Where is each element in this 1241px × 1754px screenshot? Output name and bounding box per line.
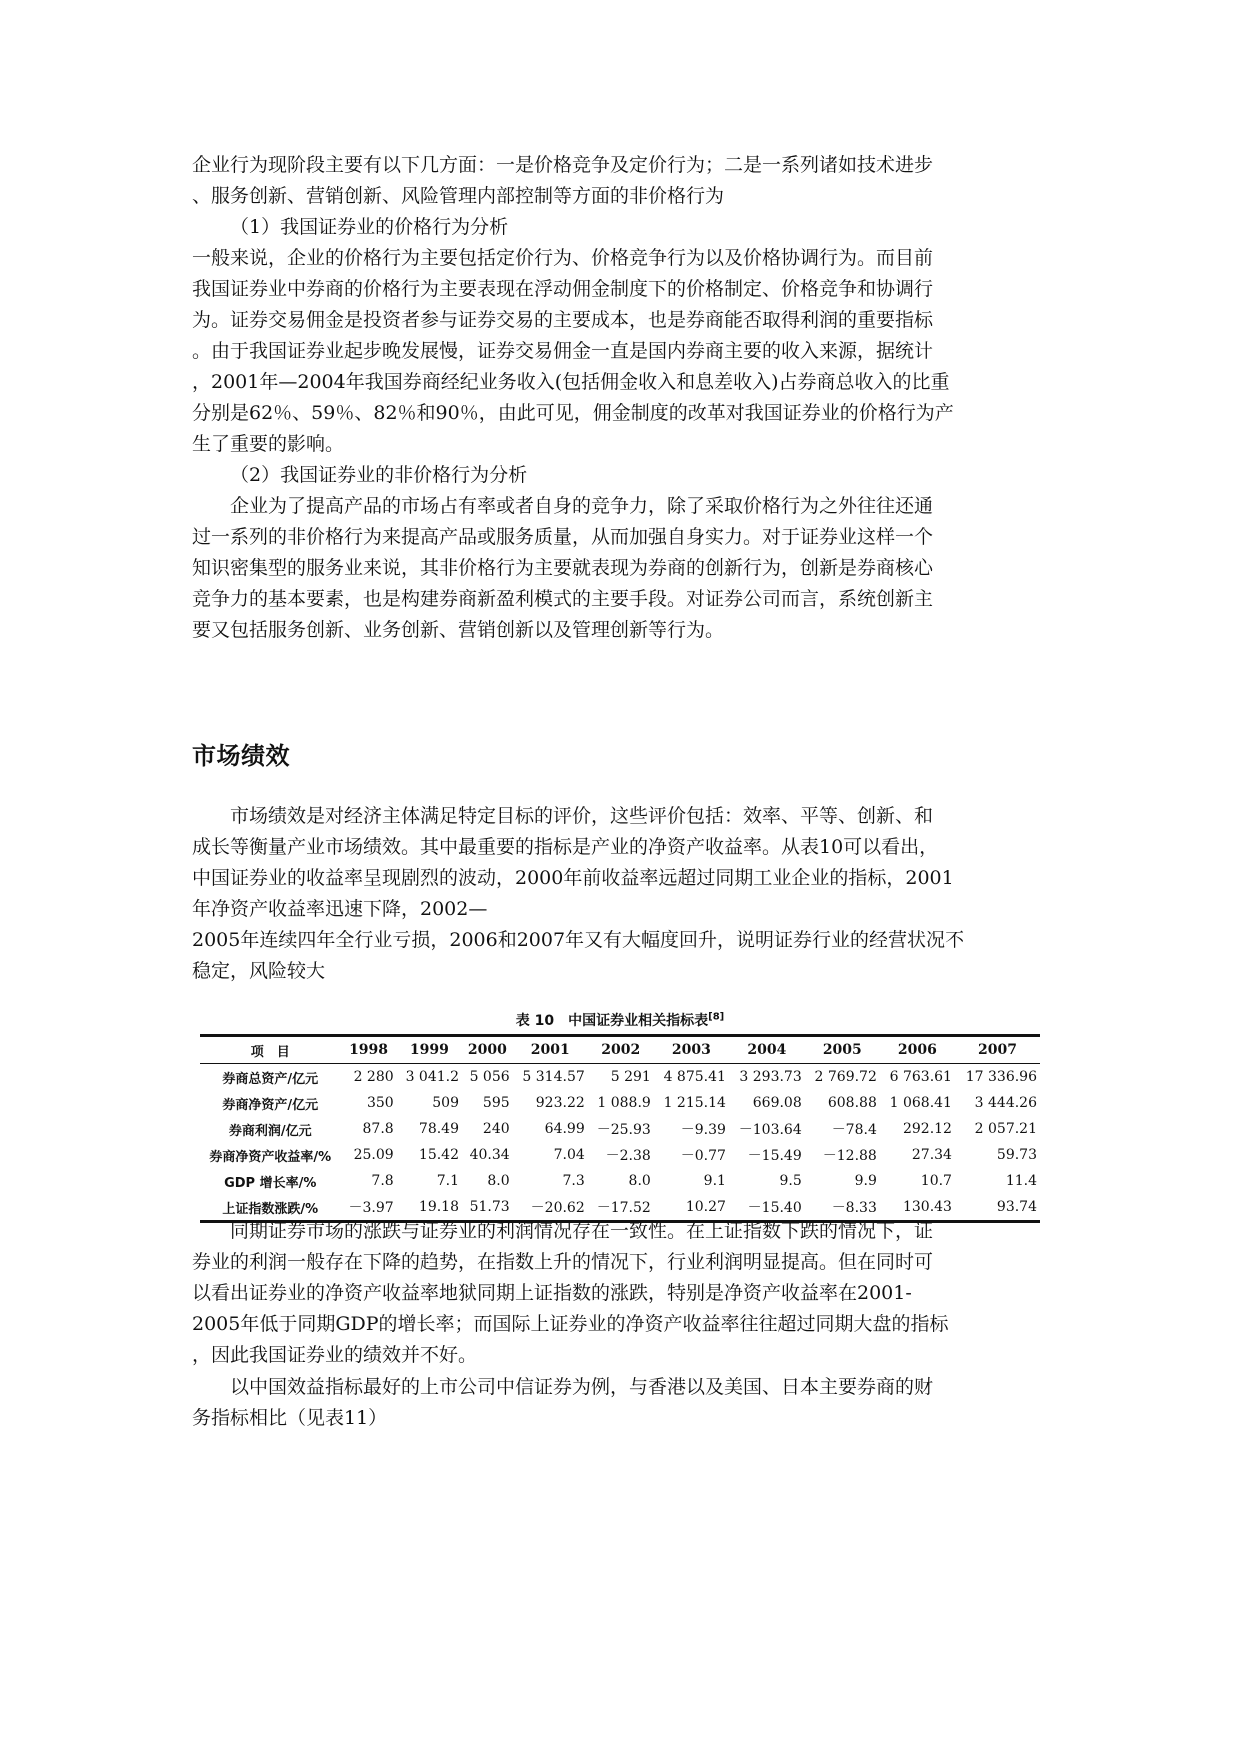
table-caption-ref: [8] bbox=[708, 1011, 725, 1023]
nonprice-behavior-paragraph bbox=[192, 491, 1050, 646]
table-cell: －17.52 bbox=[596, 1200, 651, 1216]
table-cell: 350 bbox=[366, 1095, 394, 1111]
table-cell: 5 291 bbox=[610, 1069, 651, 1085]
table-cell: 292.12 bbox=[902, 1121, 952, 1137]
paragraph-line: 。由于我国证券业起步晚发展慢，证券交易佣金一直是国内券商主要的收入来源，据统计 bbox=[192, 340, 934, 362]
table-row bbox=[200, 1168, 1040, 1194]
table-header-year: 2004 bbox=[747, 1042, 787, 1058]
intro-paragraph bbox=[192, 150, 1050, 243]
paragraph-line: 要又包括服务创新、业务创新、营销创新以及管理创新等行为。 bbox=[192, 619, 725, 641]
table-cell: 8.0 bbox=[487, 1173, 510, 1189]
paragraph-line: 生了重要的影响。 bbox=[192, 433, 345, 455]
table-row bbox=[200, 1142, 1040, 1168]
paragraph-line: 竞争力的基本要素，也是构建券商新盈利模式的主要手段。对证券公司而言，系统创新主 bbox=[192, 588, 934, 610]
table-cell: 7.1 bbox=[436, 1173, 459, 1189]
table-cell: 2 769.72 bbox=[814, 1069, 877, 1085]
table-cell: 51.73 bbox=[469, 1199, 510, 1215]
paragraph-line: 同期证券市场的涨跌与证券业的利润情况存在一致性。在上证指数下跌的情况下，证 bbox=[230, 1220, 934, 1242]
table-cell: －0.77 bbox=[680, 1148, 726, 1164]
table-header-label: 项 目 bbox=[250, 1044, 290, 1060]
paragraph-line: 务指标相比（见表11） bbox=[192, 1407, 388, 1429]
table-row bbox=[200, 1064, 1040, 1091]
paragraph-line: 分别是62％、59％、82％和90％，由此可见，佣金制度的改革对我国证券业的价格行为产 bbox=[192, 402, 954, 424]
table-cell: 64.99 bbox=[544, 1121, 585, 1137]
table-cell: 17 336.96 bbox=[965, 1069, 1037, 1085]
table-body bbox=[200, 1064, 1040, 1222]
table-cell: 608.88 bbox=[827, 1095, 877, 1111]
intro-line-2: 、服务创新、营销创新、风险管理内部控制等方面的非价格行为 bbox=[192, 185, 725, 207]
table-cell: 4 875.41 bbox=[663, 1069, 726, 1085]
table-cell: 509 bbox=[432, 1095, 459, 1111]
table-header-year: 1998 bbox=[349, 1042, 389, 1058]
price-behavior-paragraph bbox=[192, 243, 1050, 491]
paragraph-line: 市场绩效是对经济主体满足特定目标的评价，这些评价包括：效率、平等、创新、和 bbox=[230, 805, 934, 827]
table-header-year: 2003 bbox=[671, 1042, 711, 1058]
table-cell: 7.04 bbox=[553, 1147, 585, 1163]
paragraph-line: 一般来说，企业的价格行为主要包括定价行为、价格竞争行为以及价格协调行为。而目前 bbox=[192, 247, 934, 269]
table-cell: 93.74 bbox=[996, 1199, 1037, 1215]
table-cell: 40.34 bbox=[469, 1147, 510, 1163]
table-cell: 923.22 bbox=[535, 1095, 585, 1111]
paragraph-line: 过一系列的非价格行为来提高产品或服务质量，从而加强自身实力。对于证券业这样一个 bbox=[192, 526, 934, 548]
subheading-nonprice-behavior: （2）我国证券业的非价格行为分析 bbox=[230, 464, 528, 486]
table-cell: －15.40 bbox=[747, 1200, 802, 1216]
table-cell: 59.73 bbox=[996, 1147, 1037, 1163]
table-cell: 8.0 bbox=[628, 1173, 651, 1189]
section-heading-market-performance: 市场绩效 bbox=[192, 742, 290, 770]
table-header-year: 1999 bbox=[409, 1042, 449, 1058]
paragraph-line: ，2001年—2004年我国券商经纪业务收入(包括佣金收入和息差收入)占券商总收入的比重 bbox=[192, 371, 950, 393]
paragraph-line: 成长等衡量产业市场绩效。其中最重要的指标是产业的净资产收益率。从表10可以看出， bbox=[192, 836, 939, 858]
table-caption bbox=[200, 1010, 1040, 1030]
table-caption-text: 表 10 中国证券业相关指标表 bbox=[515, 1013, 709, 1029]
paragraph-line: 券业的利润一般存在下降的趋势，在指数上升的情况下，行业利润明显提高。但在同时可 bbox=[192, 1251, 934, 1273]
paragraph-line: ，因此我国证券业的绩效并不好。 bbox=[192, 1344, 478, 1366]
table-row-label: 券商净资产/亿元 bbox=[222, 1097, 319, 1113]
table-cell: －8.33 bbox=[831, 1200, 877, 1216]
paragraph-line: 2005年连续四年全行业亏损，2006和2007年又有大幅度回升，说明证券行业的经营状况不 bbox=[192, 929, 965, 951]
paragraph-line: 以看出证券业的净资产收益率地狱同期上证指数的涨跌，特别是净资产收益率在2001- bbox=[192, 1282, 912, 1304]
table-header-year: 2006 bbox=[897, 1042, 937, 1058]
table-cell: －2.38 bbox=[605, 1148, 651, 1164]
table-row-label: GDP 增长率/% bbox=[224, 1175, 317, 1191]
table-header-year: 2005 bbox=[822, 1042, 862, 1058]
table-cell: －20.62 bbox=[530, 1200, 585, 1216]
table-cell: 9.9 bbox=[854, 1173, 877, 1189]
table-cell: 10.7 bbox=[920, 1173, 952, 1189]
table-cell: 2 057.21 bbox=[974, 1121, 1037, 1137]
market-performance-paragraph bbox=[192, 801, 1050, 987]
table-cell: 25.09 bbox=[353, 1147, 394, 1163]
table-header-year: 2002 bbox=[601, 1042, 641, 1058]
table-cell: 10.27 bbox=[685, 1199, 726, 1215]
paragraph-line: 企业为了提高产品的市场占有率或者自身的竞争力，除了采取价格行为之外往往还通 bbox=[230, 495, 934, 517]
table-cell: 3 293.73 bbox=[739, 1069, 802, 1085]
table-header-row bbox=[200, 1036, 1040, 1064]
intro-line-1: 企业行为现阶段主要有以下几方面：一是价格竞争及定价行为；二是一系列诸如技术进步 bbox=[192, 154, 934, 176]
table-cell: 6 763.61 bbox=[889, 1069, 952, 1085]
table-cell: 7.8 bbox=[371, 1173, 394, 1189]
paragraph-line: 年净资产收益率迅速下降，2002— bbox=[192, 898, 488, 920]
paragraph-line: 以中国效益指标最好的上市公司中信证券为例，与香港以及美国、日本主要券商的财 bbox=[230, 1376, 934, 1398]
table-cell: 669.08 bbox=[752, 1095, 802, 1111]
paragraph-line: 中国证券业的收益率呈现剧烈的波动，2000年前收益率远超过同期工业企业的指标，2001 bbox=[192, 867, 954, 889]
table-cell: 1 068.41 bbox=[889, 1095, 952, 1111]
table-cell: 595 bbox=[482, 1095, 510, 1111]
table-cell: －3.97 bbox=[348, 1200, 394, 1216]
table-cell: 5 314.57 bbox=[522, 1069, 585, 1085]
table-row-label: 上证指数涨跌/% bbox=[222, 1201, 319, 1217]
paragraph-line: 我国证券业中券商的价格行为主要表现在浮动佣金制度下的价格制定、价格竞争和协调行 bbox=[192, 278, 934, 300]
table-cell: 240 bbox=[482, 1121, 510, 1137]
table-cell: －78.4 bbox=[831, 1122, 877, 1138]
table-cell: 15.42 bbox=[418, 1147, 459, 1163]
table-cell: 19.18 bbox=[418, 1199, 459, 1215]
paragraph-line: 知识密集型的服务业来说，其非价格行为主要就表现为券商的创新行为，创新是券商核心 bbox=[192, 557, 934, 579]
indicator-table bbox=[200, 1034, 1040, 1223]
table-cell: 1 215.14 bbox=[663, 1095, 726, 1111]
table-cell: 5 056 bbox=[469, 1069, 510, 1085]
table-cell: 78.49 bbox=[418, 1121, 459, 1137]
table-cell: 9.1 bbox=[703, 1173, 726, 1189]
paragraph-line: 为。证券交易佣金是投资者参与证券交易的主要成本，也是券商能否取得利润的重要指标 bbox=[192, 309, 934, 331]
table-row-label: 券商净资产收益率/% bbox=[209, 1149, 332, 1165]
paragraph-line: 稳定，风险较大 bbox=[192, 960, 326, 982]
subheading-price-behavior: （1）我国证券业的价格行为分析 bbox=[230, 216, 509, 238]
consistency-paragraph bbox=[192, 1216, 1050, 1371]
paragraph-line: 2005年低于同期GDP的增长率；而国际上证券业的净资产收益率往往超过同期大盘的指标 bbox=[192, 1313, 949, 1335]
table-cell: 130.43 bbox=[902, 1199, 952, 1215]
table-row bbox=[200, 1090, 1040, 1116]
table-cell: －9.39 bbox=[680, 1122, 726, 1138]
table-row bbox=[200, 1116, 1040, 1142]
table-cell: 9.5 bbox=[779, 1173, 802, 1189]
table-header-year: 2000 bbox=[467, 1042, 507, 1058]
table-header-year: 2007 bbox=[978, 1042, 1017, 1058]
table-cell: －25.93 bbox=[596, 1122, 651, 1138]
table-cell: －103.64 bbox=[738, 1122, 802, 1138]
table-cell: 87.8 bbox=[362, 1121, 394, 1137]
table-cell: 3 444.26 bbox=[974, 1095, 1037, 1111]
citic-paragraph bbox=[192, 1372, 1050, 1434]
table-cell: 3 041.2 bbox=[405, 1069, 459, 1085]
table-header-year: 2001 bbox=[530, 1042, 570, 1058]
table-row-label: 券商总资产/亿元 bbox=[222, 1071, 319, 1087]
table-row-label: 券商利润/亿元 bbox=[228, 1123, 312, 1139]
table-cell: －15.49 bbox=[747, 1148, 802, 1164]
table-cell: 11.4 bbox=[1005, 1173, 1037, 1189]
table-cell: 27.34 bbox=[911, 1147, 952, 1163]
table-cell: 2 280 bbox=[353, 1069, 394, 1085]
table-cell: －12.88 bbox=[822, 1148, 877, 1164]
table-cell: 1 088.9 bbox=[597, 1095, 651, 1111]
table-cell: 7.3 bbox=[562, 1173, 585, 1189]
